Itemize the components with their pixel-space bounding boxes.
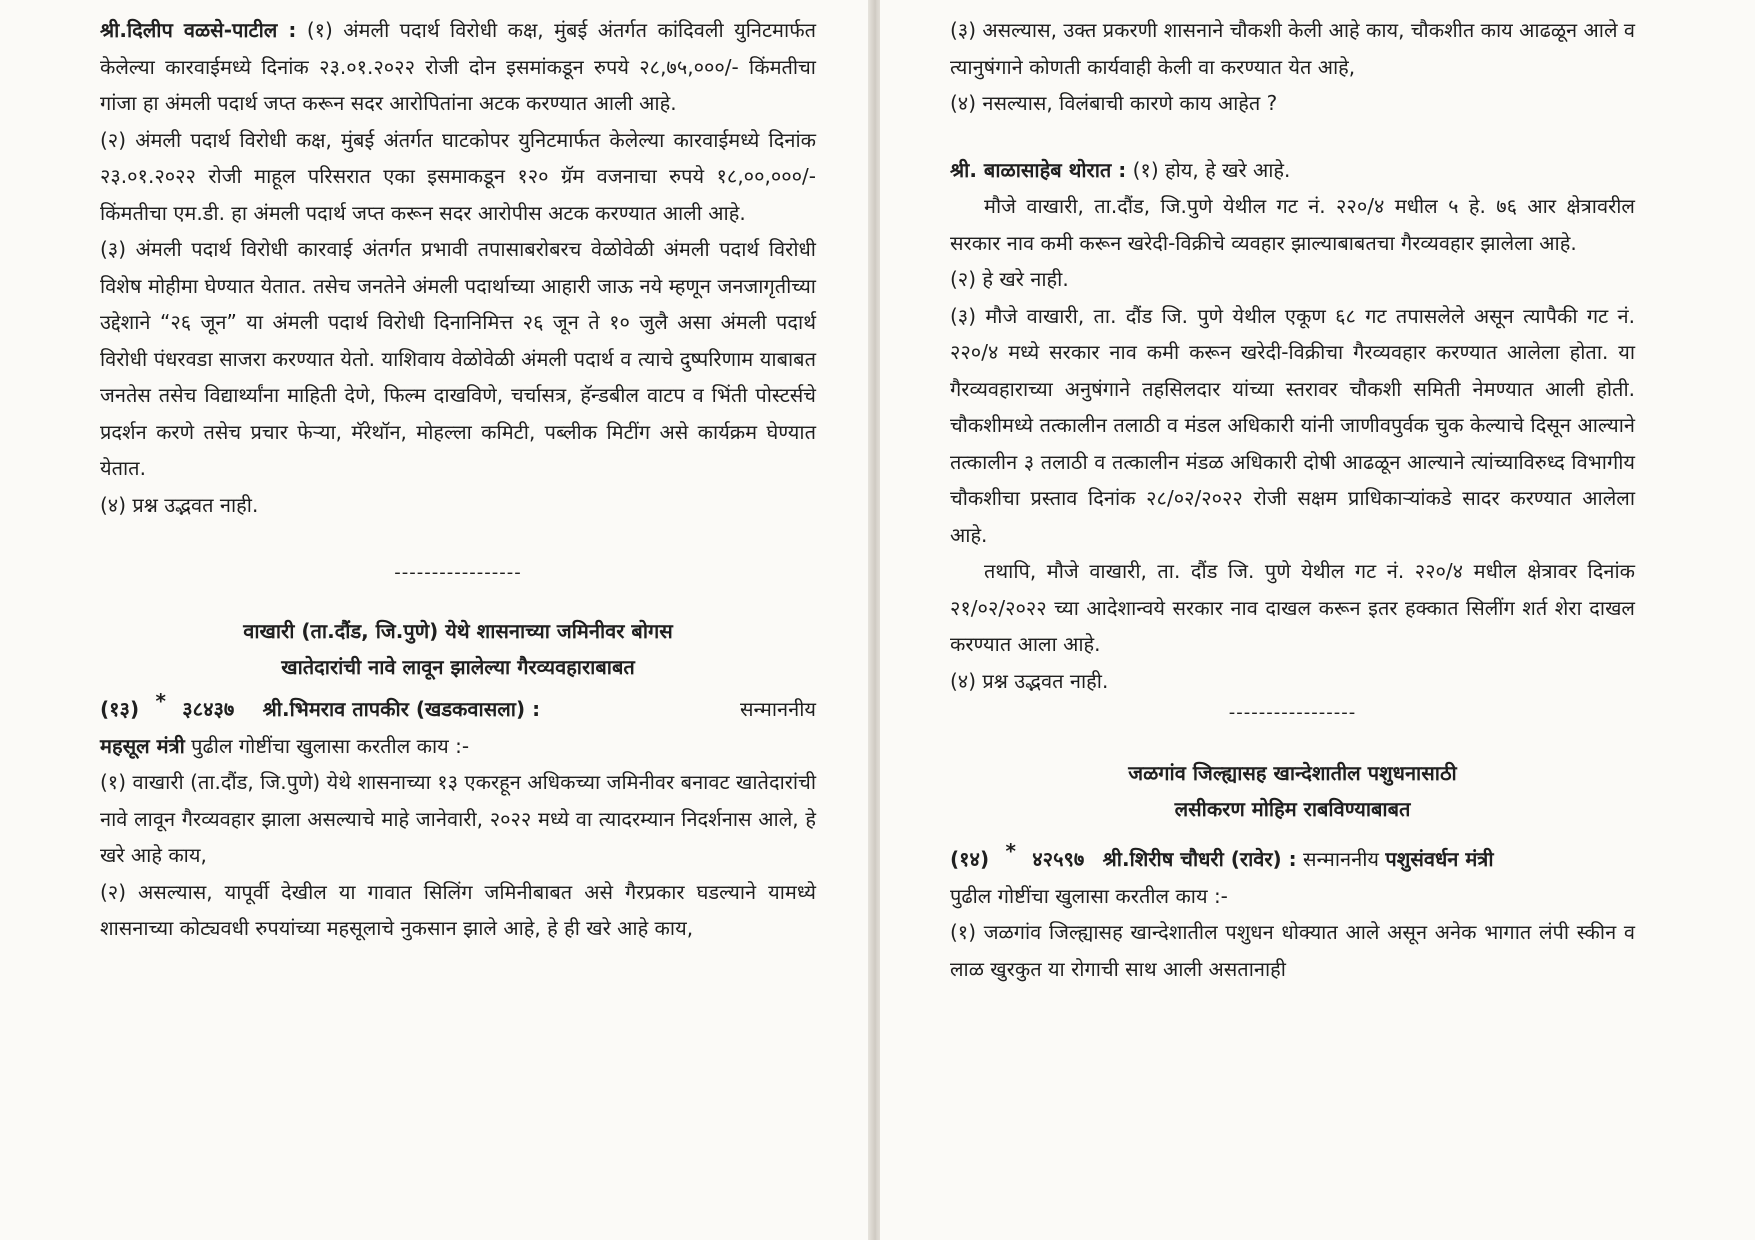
left-page bbox=[0, 0, 872, 1240]
section-heading-line2: खातेदारांची नावे लावून झालेल्या गैरव्यवहाराबाबत bbox=[281, 655, 635, 679]
right-page bbox=[880, 0, 1755, 1240]
answer-p3: (३) अंमली पदार्थ विरोधी कारवाई अंतर्गत प्रभावी तपासाबरोबरच वेळोवेळी अंमली पदार्थ विरोधी विशेष मोहीमा घेण्यात येतात. तसेच जनतेने अंमली पदार्थाच्या आहारी जाऊ नये म्हणून जनजागृतीच्या उद्देशाने “२६ जून” या अंमली पदार्थ विरोधी दिनानिमित्त २६ जून ते १० जुलै असा अंमली पदार्थ विरोधी पंधरवडा साजरा करण्यात येतो. याशिवाय वेळोवेळी अंमली पदार्थ व त्याचे दुष्परिणाम याबाबत जनतेस तसेच विद्यार्थ्यांना माहिती देणे, फिल्म दाखविणे, चर्चासत्र, हॅन्डबील वाटप व भिंती पोस्टर्सचे प्रदर्शन करणे तसेच प्रचार फेऱ्या, मॅरेथॉन, मोहल्ला कमिटी, पब्लीक मिटींग असे कार्यक्रम घेण्यात येतात. bbox=[100, 237, 816, 480]
answer-p2: (२) हे खरे नाही. bbox=[950, 267, 1069, 291]
section-heading-line1: वाखारी (ता.दौंड, जि.पुणे) येथे शासनाच्या जमिनीवर बोगस bbox=[243, 619, 673, 643]
question-addressee-prefix: सन्माननीय bbox=[1303, 847, 1380, 871]
answer-p4: (४) प्रश्न उद्भवत नाही. bbox=[100, 492, 259, 517]
starred-mark: * bbox=[155, 689, 166, 713]
answer-p1-lead-text: (१) होय, हे खरे आहे. bbox=[1132, 157, 1291, 182]
question-p4: (४) नसल्यास, विलंबाची कारणे काय आहेत ? bbox=[950, 91, 1278, 115]
answer-p1-text: (१) अंमली पदार्थ विरोधी कक्ष, मुंबई अंतर्गत कांदिवली युनिटमार्फत केलेल्या कारवाईमध्ये दिनांक २३.०१.२०२२ रोजी दोन इसमांकडून रुपये २८,७५,०००/- किंमतीचा गांजा हा अंमली पदार्थ जप्त करून सदर आरोपितांना अटक करण्यात आली आहे. bbox=[100, 18, 817, 115]
question-p1: (१) जळगांव जिल्ह्यासह खान्देशातील पशुधन धोक्यात आले असून अनेक भागात लंपी स्कीन व लाळ खुरकुत या रोगाची साथ आली असतानाही bbox=[950, 920, 1635, 981]
answer-speaker: श्री.दिलीप वळसे-पाटील : bbox=[100, 18, 297, 42]
question-header bbox=[100, 691, 816, 728]
question-p2: (२) असल्यास, यापूर्वी देखील या गावात सिलिंग जमिनीबाबत असे गैरप्रकार घडल्याने यामध्ये शासनाच्या कोट्यवधी रुपयांच्या महसूलाचे नुकसान झाले आहे, हे ही खरे आहे काय, bbox=[100, 879, 816, 940]
question-number: (१४) bbox=[950, 847, 990, 871]
question-id: ३८४३७ bbox=[182, 697, 235, 721]
question-member: श्री.शिरीष चौधरी (रावेर) : bbox=[1102, 847, 1297, 871]
question-intro: पुढील गोष्टींचा खुलासा करतील काय :- bbox=[950, 883, 1228, 908]
question-minister: महसूल मंत्री bbox=[100, 733, 185, 758]
question-minister: पशुसंवर्धन मंत्री bbox=[1385, 847, 1494, 871]
question-p3: (३) असल्यास, उक्त प्रकरणी शासनाने चौकशी केली आहे काय, चौकशीत काय आढळून आले व त्यानुषंगाने कोणती कार्यवाही केली वा करण्यात येत आहे, bbox=[950, 18, 1635, 79]
question-intro-text: पुढील गोष्टींचा खुलासा करतील काय :- bbox=[191, 733, 470, 758]
answer-speaker: श्री. बाळासाहेब थोरात : bbox=[950, 157, 1127, 182]
question-addressee-prefix: सन्माननीय bbox=[740, 697, 816, 721]
answer-p4: (४) प्रश्न उद्भवत नाही. bbox=[950, 668, 1109, 693]
question-member: श्री.भिमराव तापकीर (खडकवासला) : bbox=[262, 697, 541, 721]
answer-p3: (३) मौजे वाखारी, ता. दौंड जि. पुणे येथील एकूण ६८ गट तपासलेले असून त्यापैकी गट नं. २२०/४ मध्ये सरकार नाव कमी करून खरेदी-विक्रीचा गैरव्यवहार करण्यात आलेला होता. या गैरव्यवहाराच्या अनुषंगाने तहसिलदार यांच्या स्तरावर चौकशी समिती नेमण्यात आली होती. चौकशीमध्ये तत्कालीन तलाठी व मंडल अधिकारी यांनी जाणीवपुर्वक चुक केल्याचे दिसून आल्याने तत्कालीन ३ तलाठी व तत्कालीन मंडळ अधिकारी दोषी आढळून आल्याने त्यांच्याविरुध्द विभागीय चौकशीचा प्रस्ताव दिनांक २८/०२/२०२२ रोजी सक्षम प्राधिकाऱ्यांकडे सादर करण्यात आलेला आहे. bbox=[950, 303, 1635, 547]
question-intro bbox=[100, 728, 816, 765]
answer-p1 bbox=[100, 12, 816, 122]
question-p1: (१) वाखारी (ता.दौंड, जि.पुणे) येथे शासनाच्या १३ एकरहून अधिकच्या जमिनीवर बनावट खातेदारांची नावे लावून गैरव्यवहार झाला असल्याचे माहे जानेवारी, २०२२ मध्ये वा त्यादरम्यान निदर्शनास आले, हे खरे आहे काय, bbox=[100, 770, 816, 867]
section-heading-line1: जळगांव जिल्ह्यासह खान्देशातील पशुधनासाठी bbox=[1128, 761, 1457, 785]
answer-p1-lead bbox=[950, 152, 1635, 189]
question-number: (१३) bbox=[100, 697, 140, 721]
answer-p2: (२) अंमली पदार्थ विरोधी कक्ष, मुंबई अंतर्गत घाटकोपर युनिटमार्फत केलेल्या कारवाईमध्ये दिनांक २३.०१.२०२२ रोजी माहूल परिसरात एका इसमाकडून १२० ग्रॅम वजनाचा रुपये १८,००,०००/- किंमतीचा एम.डी. हा अंमली पदार्थ जप्त करून सदर आरोपीस अटक करण्यात आली आहे. bbox=[100, 127, 816, 225]
starred-mark: * bbox=[1005, 839, 1016, 863]
question-header bbox=[950, 841, 1635, 878]
section-divider: ----------------- bbox=[394, 562, 522, 583]
section-divider: ----------------- bbox=[1228, 702, 1357, 723]
question-id: ४२५९७ bbox=[1032, 847, 1085, 871]
answer-p1-body: मौजे वाखारी, ता.दौंड, जि.पुणे येथील गट नं. २२०/४ मधील ५ हे. ७६ आर क्षेत्रावरील सरकार नाव कमी करून खरेदी-विक्रीचे व्यवहार झाल्याबाबतचा गैरव्यवहार झालेला आहे. bbox=[950, 194, 1635, 255]
section-heading-line2: लसीकरण मोहिम राबविण्याबाबत bbox=[1174, 797, 1411, 821]
answer-p3-continued: तथापि, मौजे वाखारी, ता. दौंड जि. पुणे येथील गट नं. २२०/४ मधील क्षेत्रावर दिनांक २१/०२/२०२२ च्या आदेशान्वये सरकार नाव दाखल करून इतर हक्कात सिलींग शर्त शेरा दाखल करण्यात आला आहे. bbox=[950, 559, 1635, 656]
